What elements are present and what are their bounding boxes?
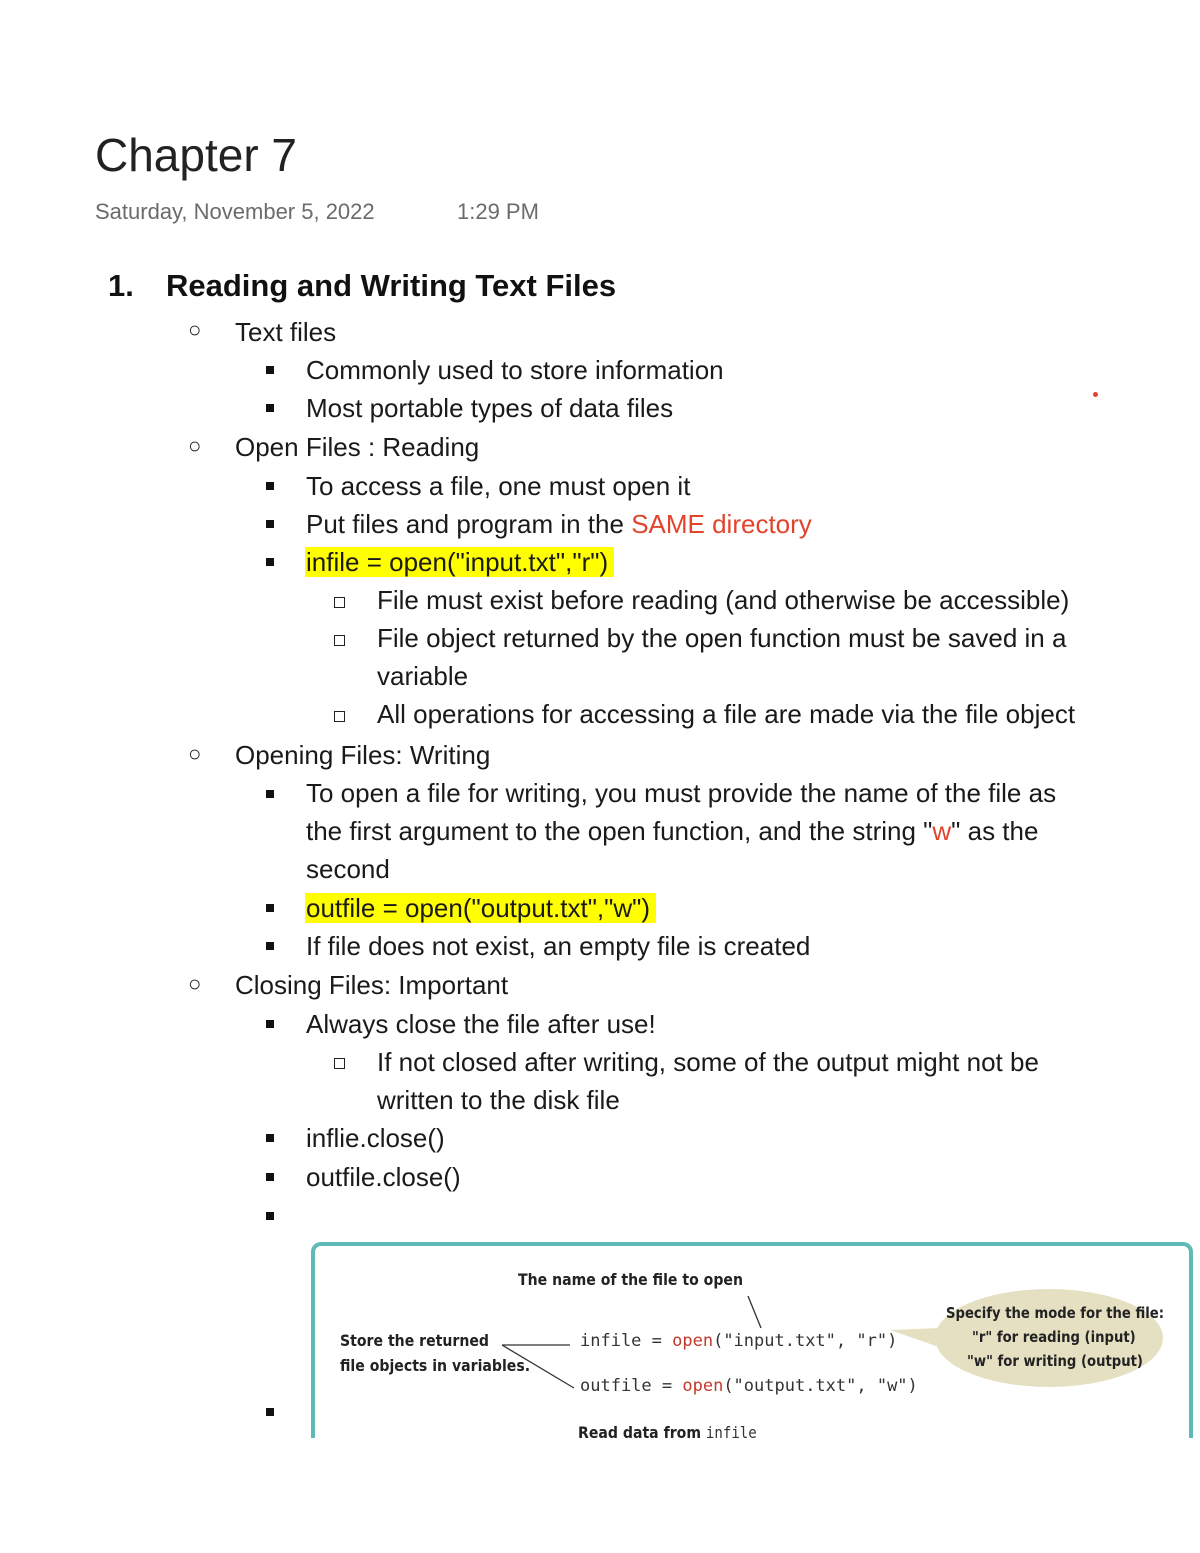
- list-item: If file does not exist, an empty file is created: [306, 931, 811, 961]
- list-item-text: Put files and program in the: [306, 509, 632, 539]
- code-args: ("input.txt", "r"): [713, 1331, 898, 1351]
- figure-code-line: [580, 1376, 918, 1396]
- figure-note: Store the returned: [340, 1331, 489, 1350]
- code-fn: open: [672, 1331, 714, 1351]
- highlighted-code: infile = open("input.txt","r"): [305, 547, 614, 577]
- section-number: 1.: [108, 268, 134, 303]
- code-var: infile =: [580, 1331, 673, 1351]
- figure-note: file objects in variables.: [340, 1356, 531, 1375]
- bubble-text: "r" for reading (input): [972, 1328, 1136, 1346]
- circle-bullet-icon: ○: [188, 433, 202, 458]
- emphasis-red: w: [932, 816, 952, 846]
- outline-item-open-writing: Opening Files: Writing: [235, 740, 491, 770]
- circle-bullet-icon: ○: [188, 317, 202, 342]
- list-item: inflie.close(): [306, 1123, 445, 1153]
- page-time: 1:29 PM: [457, 199, 539, 224]
- page-date: Saturday, November 5, 2022: [95, 199, 375, 224]
- section-heading-text: Reading and Writing Text Files: [166, 268, 617, 303]
- code-var: outfile =: [580, 1376, 683, 1396]
- bubble-tail: [890, 1328, 940, 1346]
- emphasis-red: SAME directory: [631, 509, 812, 539]
- outline-item-closing: Closing Files: Important: [235, 970, 509, 1000]
- list-item: Commonly used to store information: [306, 355, 724, 385]
- figure-label-cut: [578, 1423, 757, 1438]
- list-item: To access a file, one must open it: [306, 471, 691, 501]
- code-fn: open: [682, 1376, 724, 1396]
- list-item: To open a file for writing, you must provide the name of the file as: [306, 778, 1057, 808]
- list-item: File object returned by the open function must be saved in a: [377, 623, 1067, 653]
- list-item: If not closed after writing, some of the output might not be: [377, 1047, 1039, 1077]
- list-item: Most portable types of data files: [306, 393, 674, 423]
- outline-item-text-files: Text files: [235, 317, 337, 347]
- figure-caption: The name of the file to open: [518, 1270, 743, 1289]
- list-item: written to the disk file: [377, 1085, 620, 1115]
- bubble-text: Specify the mode for the file:: [946, 1304, 1164, 1322]
- list-item: All operations for accessing a file are made via the file object: [377, 699, 1076, 729]
- outline-item-open-reading: Open Files : Reading: [235, 432, 480, 462]
- list-item: File must exist before reading (and otherwise be accessible): [377, 585, 1070, 615]
- list-item-text: the first argument to the open function, and the string ": [306, 816, 933, 846]
- circle-bullet-icon: ○: [188, 741, 202, 766]
- list-item-text: " as the: [951, 816, 1039, 846]
- circle-bullet-icon: ○: [188, 971, 202, 996]
- figure-label-code: infile: [705, 1423, 757, 1438]
- figure-code-line: [580, 1331, 897, 1351]
- list-item: second: [306, 854, 390, 884]
- highlighted-code: outfile = open("output.txt","w"): [305, 893, 656, 923]
- list-item: Always close the file after use!: [306, 1009, 656, 1039]
- pointer-line: [748, 1296, 761, 1328]
- code-args: ("output.txt", "w"): [723, 1376, 918, 1396]
- page-title: Chapter 7: [95, 129, 298, 181]
- figure-label-text: Read data from: [578, 1423, 706, 1438]
- bubble-text: "w" for writing (output): [967, 1352, 1143, 1370]
- list-item: variable: [377, 661, 469, 691]
- list-item: outfile.close(): [306, 1162, 461, 1192]
